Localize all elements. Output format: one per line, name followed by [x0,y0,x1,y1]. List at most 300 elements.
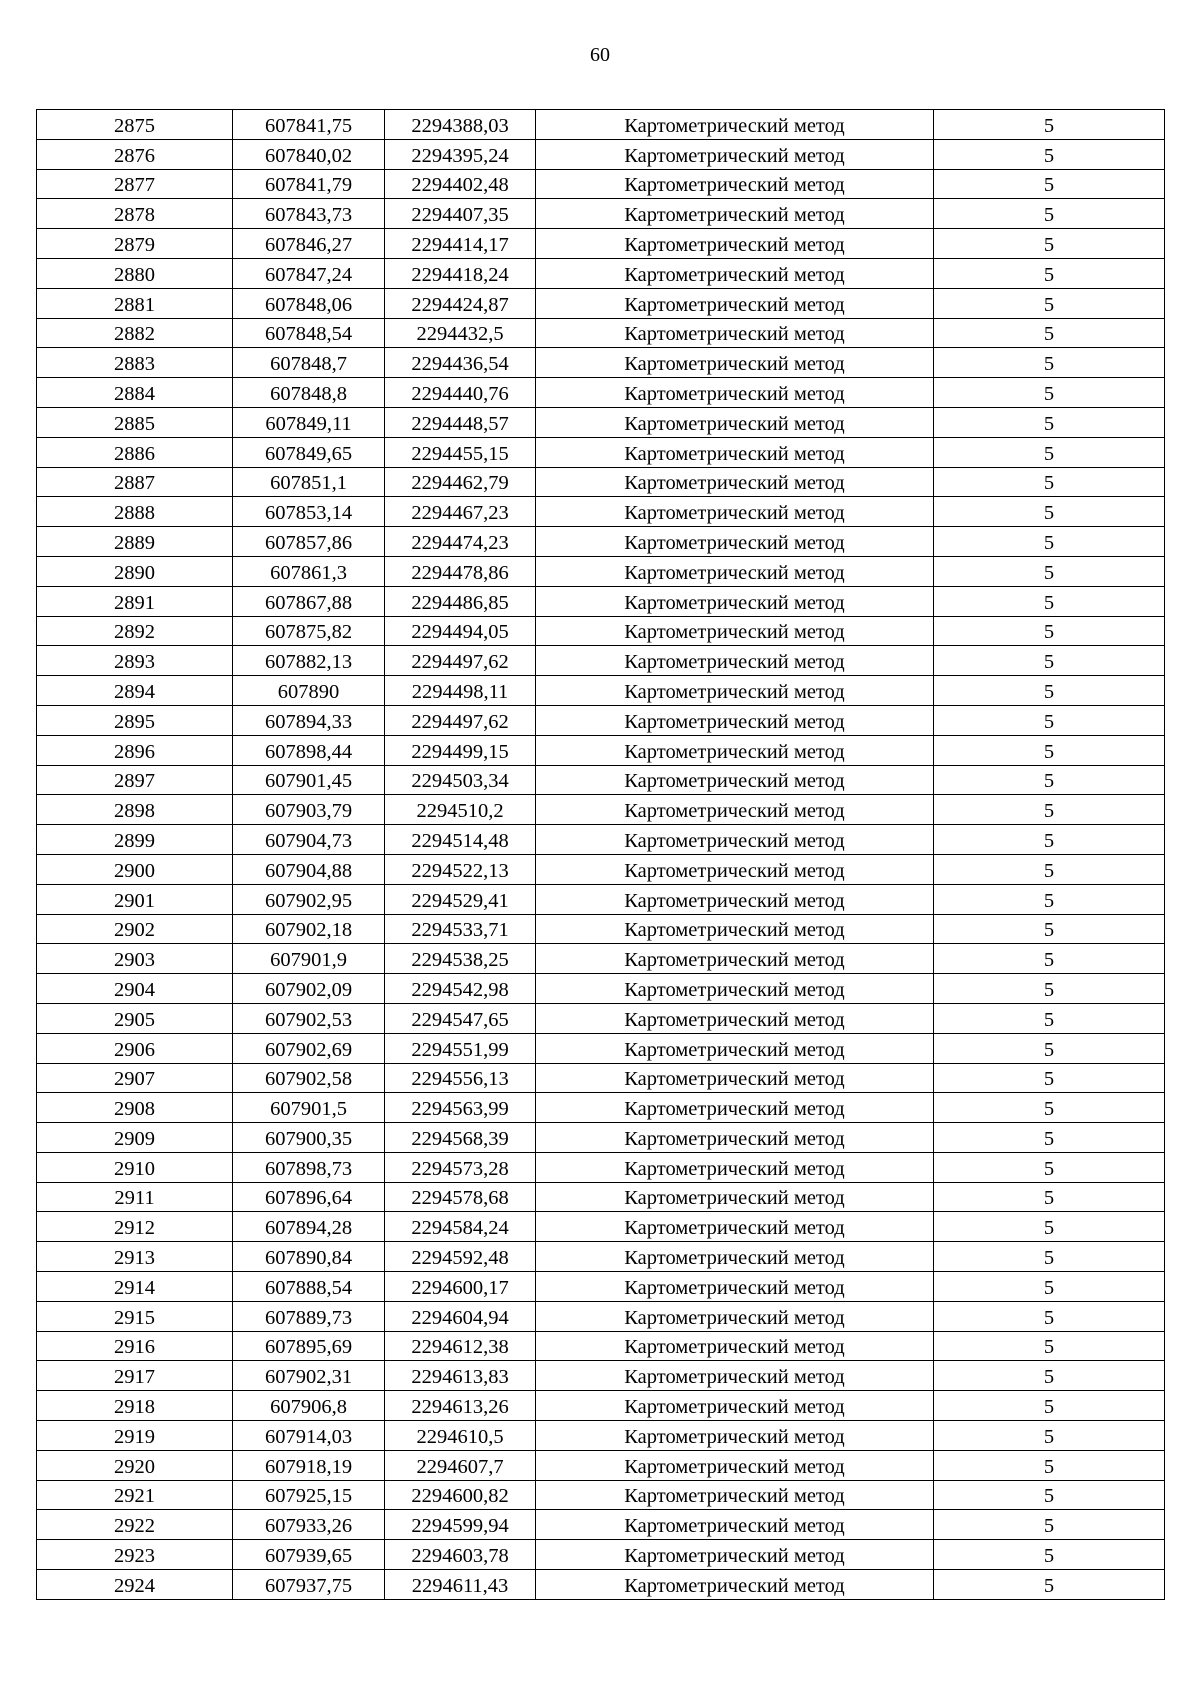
table-row [37,556,1165,586]
x-coordinate-cell: 607906,8 [233,1391,385,1421]
accuracy-cell: 5 [934,229,1165,259]
method-cell: Картометрический метод [536,765,934,795]
x-coordinate-cell: 607888,54 [233,1272,385,1302]
x-coordinate-cell: 607843,73 [233,199,385,229]
y-coordinate-cell: 2294578,68 [385,1182,536,1212]
point-number-cell: 2891 [37,586,233,616]
accuracy-cell: 5 [934,258,1165,288]
y-coordinate-cell: 2294462,79 [385,467,536,497]
accuracy-cell: 5 [934,288,1165,318]
x-coordinate-cell: 607846,27 [233,229,385,259]
table-row [37,199,1165,229]
x-coordinate-cell: 607894,33 [233,705,385,735]
accuracy-cell: 5 [934,1480,1165,1510]
point-number-cell: 2894 [37,676,233,706]
point-number-cell: 2876 [37,139,233,169]
accuracy-cell: 5 [934,1003,1165,1033]
table-row [37,1212,1165,1242]
method-cell: Картометрический метод [536,1391,934,1421]
y-coordinate-cell: 2294497,62 [385,705,536,735]
method-cell: Картометрический метод [536,1033,934,1063]
table-row [37,407,1165,437]
table-row [37,1063,1165,1093]
table-row [37,1331,1165,1361]
point-number-cell: 2924 [37,1570,233,1600]
method-cell: Картометрический метод [536,169,934,199]
accuracy-cell: 5 [934,974,1165,1004]
y-coordinate-cell: 2294448,57 [385,407,536,437]
point-number-cell: 2917 [37,1361,233,1391]
table-row [37,169,1165,199]
y-coordinate-cell: 2294395,24 [385,139,536,169]
method-cell: Картометрический метод [536,1003,934,1033]
y-coordinate-cell: 2294436,54 [385,348,536,378]
accuracy-cell: 5 [934,944,1165,974]
table-row [37,1540,1165,1570]
method-cell: Картометрический метод [536,1063,934,1093]
method-cell: Картометрический метод [536,467,934,497]
accuracy-cell: 5 [934,1152,1165,1182]
method-cell: Картометрический метод [536,974,934,1004]
accuracy-cell: 5 [934,1301,1165,1331]
accuracy-cell: 5 [934,735,1165,765]
x-coordinate-cell: 607848,7 [233,348,385,378]
method-cell: Картометрический метод [536,1510,934,1540]
method-cell: Картометрический метод [536,616,934,646]
point-number-cell: 2902 [37,914,233,944]
y-coordinate-cell: 2294600,17 [385,1272,536,1302]
table-row [37,1301,1165,1331]
table-row [37,1510,1165,1540]
accuracy-cell: 5 [934,616,1165,646]
accuracy-cell: 5 [934,1093,1165,1123]
table-row [37,884,1165,914]
x-coordinate-cell: 607849,11 [233,407,385,437]
table-row [37,854,1165,884]
point-number-cell: 2892 [37,616,233,646]
x-coordinate-cell: 607904,73 [233,825,385,855]
method-cell: Картометрический метод [536,110,934,140]
table-row [37,586,1165,616]
accuracy-cell: 5 [934,586,1165,616]
table-row [37,1182,1165,1212]
accuracy-cell: 5 [934,825,1165,855]
table-row [37,288,1165,318]
method-cell: Картометрический метод [536,378,934,408]
method-cell: Картометрический метод [536,705,934,735]
x-coordinate-cell: 607901,45 [233,765,385,795]
point-number-cell: 2878 [37,199,233,229]
table-row [37,318,1165,348]
method-cell: Картометрический метод [536,1212,934,1242]
x-coordinate-cell: 607902,58 [233,1063,385,1093]
point-number-cell: 2881 [37,288,233,318]
accuracy-cell: 5 [934,497,1165,527]
point-number-cell: 2910 [37,1152,233,1182]
method-cell: Картометрический метод [536,795,934,825]
x-coordinate-cell: 607895,69 [233,1331,385,1361]
point-number-cell: 2912 [37,1212,233,1242]
y-coordinate-cell: 2294467,23 [385,497,536,527]
table-row [37,795,1165,825]
accuracy-cell: 5 [934,169,1165,199]
table-row [37,467,1165,497]
accuracy-cell: 5 [934,1242,1165,1272]
x-coordinate-cell: 607889,73 [233,1301,385,1331]
method-cell: Картометрический метод [536,884,934,914]
accuracy-cell: 5 [934,795,1165,825]
accuracy-cell: 5 [934,1272,1165,1302]
x-coordinate-cell: 607901,9 [233,944,385,974]
x-coordinate-cell: 607849,65 [233,437,385,467]
x-coordinate-cell: 607840,02 [233,139,385,169]
y-coordinate-cell: 2294592,48 [385,1242,536,1272]
accuracy-cell: 5 [934,527,1165,557]
method-cell: Картометрический метод [536,1570,934,1600]
method-cell: Картометрический метод [536,1361,934,1391]
y-coordinate-cell: 2294407,35 [385,199,536,229]
y-coordinate-cell: 2294486,85 [385,586,536,616]
y-coordinate-cell: 2294584,24 [385,1212,536,1242]
point-number-cell: 2897 [37,765,233,795]
method-cell: Картометрический метод [536,1123,934,1153]
table-row [37,1361,1165,1391]
method-cell: Картометрический метод [536,318,934,348]
x-coordinate-cell: 607898,44 [233,735,385,765]
point-number-cell: 2883 [37,348,233,378]
y-coordinate-cell: 2294612,38 [385,1331,536,1361]
table-row [37,974,1165,1004]
method-cell: Картометрический метод [536,288,934,318]
x-coordinate-cell: 607902,53 [233,1003,385,1033]
y-coordinate-cell: 2294522,13 [385,854,536,884]
x-coordinate-cell: 607904,88 [233,854,385,884]
accuracy-cell: 5 [934,1421,1165,1451]
x-coordinate-cell: 607851,1 [233,467,385,497]
y-coordinate-cell: 2294613,83 [385,1361,536,1391]
point-number-cell: 2906 [37,1033,233,1063]
point-number-cell: 2875 [37,110,233,140]
point-number-cell: 2922 [37,1510,233,1540]
method-cell: Картометрический метод [536,914,934,944]
accuracy-cell: 5 [934,676,1165,706]
point-number-cell: 2911 [37,1182,233,1212]
x-coordinate-cell: 607925,15 [233,1480,385,1510]
table-row [37,348,1165,378]
table-row [37,497,1165,527]
y-coordinate-cell: 2294497,62 [385,646,536,676]
y-coordinate-cell: 2294510,2 [385,795,536,825]
accuracy-cell: 5 [934,1391,1165,1421]
accuracy-cell: 5 [934,1510,1165,1540]
y-coordinate-cell: 2294414,17 [385,229,536,259]
table-row [37,705,1165,735]
point-number-cell: 2913 [37,1242,233,1272]
y-coordinate-cell: 2294498,11 [385,676,536,706]
table-row [37,765,1165,795]
accuracy-cell: 5 [934,378,1165,408]
x-coordinate-cell: 607902,18 [233,914,385,944]
point-number-cell: 2900 [37,854,233,884]
y-coordinate-cell: 2294603,78 [385,1540,536,1570]
x-coordinate-cell: 607882,13 [233,646,385,676]
accuracy-cell: 5 [934,1570,1165,1600]
method-cell: Картометрический метод [536,497,934,527]
table-row [37,258,1165,288]
point-number-cell: 2908 [37,1093,233,1123]
method-cell: Картометрический метод [536,407,934,437]
point-number-cell: 2885 [37,407,233,437]
method-cell: Картометрический метод [536,1331,934,1361]
y-coordinate-cell: 2294573,28 [385,1152,536,1182]
page-number: 60 [590,44,610,66]
method-cell: Картометрический метод [536,258,934,288]
x-coordinate-cell: 607902,95 [233,884,385,914]
accuracy-cell: 5 [934,467,1165,497]
accuracy-cell: 5 [934,705,1165,735]
accuracy-cell: 5 [934,1361,1165,1391]
method-cell: Картометрический метод [536,437,934,467]
table-row [37,378,1165,408]
table-row [37,1123,1165,1153]
y-coordinate-cell: 2294610,5 [385,1421,536,1451]
accuracy-cell: 5 [934,1033,1165,1063]
method-cell: Картометрический метод [536,854,934,884]
x-coordinate-cell: 607902,69 [233,1033,385,1063]
point-number-cell: 2889 [37,527,233,557]
method-cell: Картометрический метод [536,139,934,169]
accuracy-cell: 5 [934,407,1165,437]
table-row [37,229,1165,259]
x-coordinate-cell: 607900,35 [233,1123,385,1153]
table-row [37,914,1165,944]
table-row [37,944,1165,974]
table-row [37,1570,1165,1600]
method-cell: Картометрический метод [536,556,934,586]
accuracy-cell: 5 [934,765,1165,795]
y-coordinate-cell: 2294455,15 [385,437,536,467]
point-number-cell: 2893 [37,646,233,676]
method-cell: Картометрический метод [536,229,934,259]
point-number-cell: 2909 [37,1123,233,1153]
table-row [37,735,1165,765]
method-cell: Картометрический метод [536,199,934,229]
accuracy-cell: 5 [934,1063,1165,1093]
y-coordinate-cell: 2294432,5 [385,318,536,348]
point-number-cell: 2879 [37,229,233,259]
x-coordinate-cell: 607890,84 [233,1242,385,1272]
x-coordinate-cell: 607894,28 [233,1212,385,1242]
point-number-cell: 2896 [37,735,233,765]
x-coordinate-cell: 607914,03 [233,1421,385,1451]
point-number-cell: 2895 [37,705,233,735]
point-number-cell: 2880 [37,258,233,288]
point-number-cell: 2898 [37,795,233,825]
y-coordinate-cell: 2294538,25 [385,944,536,974]
y-coordinate-cell: 2294600,82 [385,1480,536,1510]
x-coordinate-cell: 607848,8 [233,378,385,408]
table-row [37,1093,1165,1123]
y-coordinate-cell: 2294604,94 [385,1301,536,1331]
accuracy-cell: 5 [934,110,1165,140]
y-coordinate-cell: 2294547,65 [385,1003,536,1033]
accuracy-cell: 5 [934,139,1165,169]
x-coordinate-cell: 607861,3 [233,556,385,586]
accuracy-cell: 5 [934,348,1165,378]
x-coordinate-cell: 607902,31 [233,1361,385,1391]
method-cell: Картометрический метод [536,527,934,557]
point-number-cell: 2918 [37,1391,233,1421]
y-coordinate-cell: 2294568,39 [385,1123,536,1153]
accuracy-cell: 5 [934,1540,1165,1570]
method-cell: Картометрический метод [536,1301,934,1331]
point-number-cell: 2919 [37,1421,233,1451]
y-coordinate-cell: 2294529,41 [385,884,536,914]
x-coordinate-cell: 607918,19 [233,1450,385,1480]
accuracy-cell: 5 [934,1212,1165,1242]
x-coordinate-cell: 607848,54 [233,318,385,348]
x-coordinate-cell: 607896,64 [233,1182,385,1212]
y-coordinate-cell: 2294494,05 [385,616,536,646]
x-coordinate-cell: 607848,06 [233,288,385,318]
accuracy-cell: 5 [934,1123,1165,1153]
accuracy-cell: 5 [934,646,1165,676]
y-coordinate-cell: 2294388,03 [385,110,536,140]
point-number-cell: 2923 [37,1540,233,1570]
y-coordinate-cell: 2294440,76 [385,378,536,408]
coordinates-table-body [37,110,1165,1600]
point-number-cell: 2888 [37,497,233,527]
accuracy-cell: 5 [934,199,1165,229]
y-coordinate-cell: 2294542,98 [385,974,536,1004]
point-number-cell: 2907 [37,1063,233,1093]
point-number-cell: 2915 [37,1301,233,1331]
x-coordinate-cell: 607867,88 [233,586,385,616]
table-row [37,1272,1165,1302]
point-number-cell: 2905 [37,1003,233,1033]
method-cell: Картометрический метод [536,586,934,616]
x-coordinate-cell: 607901,5 [233,1093,385,1123]
y-coordinate-cell: 2294514,48 [385,825,536,855]
x-coordinate-cell: 607847,24 [233,258,385,288]
table-row [37,1391,1165,1421]
y-coordinate-cell: 2294613,26 [385,1391,536,1421]
table-row [37,1152,1165,1182]
method-cell: Картометрический метод [536,676,934,706]
point-number-cell: 2920 [37,1450,233,1480]
y-coordinate-cell: 2294607,7 [385,1450,536,1480]
point-number-cell: 2916 [37,1331,233,1361]
y-coordinate-cell: 2294611,43 [385,1570,536,1600]
table-row [37,646,1165,676]
table-row [37,825,1165,855]
method-cell: Картометрический метод [536,1450,934,1480]
table-row [37,676,1165,706]
point-number-cell: 2921 [37,1480,233,1510]
point-number-cell: 2914 [37,1272,233,1302]
y-coordinate-cell: 2294556,13 [385,1063,536,1093]
method-cell: Картометрический метод [536,1093,934,1123]
accuracy-cell: 5 [934,854,1165,884]
x-coordinate-cell: 607853,14 [233,497,385,527]
method-cell: Картометрический метод [536,646,934,676]
y-coordinate-cell: 2294563,99 [385,1093,536,1123]
accuracy-cell: 5 [934,318,1165,348]
accuracy-cell: 5 [934,884,1165,914]
x-coordinate-cell: 607841,75 [233,110,385,140]
method-cell: Картометрический метод [536,1480,934,1510]
coordinates-table [36,109,1165,1600]
y-coordinate-cell: 2294424,87 [385,288,536,318]
table-row [37,139,1165,169]
accuracy-cell: 5 [934,1331,1165,1361]
table-row [37,1033,1165,1063]
accuracy-cell: 5 [934,437,1165,467]
x-coordinate-cell: 607933,26 [233,1510,385,1540]
table-row [37,1242,1165,1272]
method-cell: Картометрический метод [536,348,934,378]
y-coordinate-cell: 2294418,24 [385,258,536,288]
point-number-cell: 2903 [37,944,233,974]
point-number-cell: 2904 [37,974,233,1004]
method-cell: Картометрический метод [536,1421,934,1451]
table-row [37,110,1165,140]
table-row [37,1421,1165,1451]
x-coordinate-cell: 607841,79 [233,169,385,199]
x-coordinate-cell: 607939,65 [233,1540,385,1570]
accuracy-cell: 5 [934,1182,1165,1212]
x-coordinate-cell: 607902,09 [233,974,385,1004]
table-row [37,616,1165,646]
method-cell: Картометрический метод [536,825,934,855]
method-cell: Картометрический метод [536,735,934,765]
point-number-cell: 2884 [37,378,233,408]
y-coordinate-cell: 2294474,23 [385,527,536,557]
method-cell: Картометрический метод [536,1152,934,1182]
x-coordinate-cell: 607937,75 [233,1570,385,1600]
point-number-cell: 2887 [37,467,233,497]
method-cell: Картометрический метод [536,944,934,974]
method-cell: Картометрический метод [536,1272,934,1302]
accuracy-cell: 5 [934,556,1165,586]
y-coordinate-cell: 2294599,94 [385,1510,536,1540]
table-row [37,1003,1165,1033]
point-number-cell: 2877 [37,169,233,199]
point-number-cell: 2901 [37,884,233,914]
point-number-cell: 2899 [37,825,233,855]
x-coordinate-cell: 607857,86 [233,527,385,557]
y-coordinate-cell: 2294503,34 [385,765,536,795]
point-number-cell: 2890 [37,556,233,586]
point-number-cell: 2886 [37,437,233,467]
y-coordinate-cell: 2294402,48 [385,169,536,199]
accuracy-cell: 5 [934,1450,1165,1480]
x-coordinate-cell: 607898,73 [233,1152,385,1182]
method-cell: Картометрический метод [536,1242,934,1272]
y-coordinate-cell: 2294533,71 [385,914,536,944]
x-coordinate-cell: 607903,79 [233,795,385,825]
table-row [37,1480,1165,1510]
method-cell: Картометрический метод [536,1182,934,1212]
table-row [37,527,1165,557]
x-coordinate-cell: 607890 [233,676,385,706]
y-coordinate-cell: 2294478,86 [385,556,536,586]
y-coordinate-cell: 2294551,99 [385,1033,536,1063]
y-coordinate-cell: 2294499,15 [385,735,536,765]
accuracy-cell: 5 [934,914,1165,944]
x-coordinate-cell: 607875,82 [233,616,385,646]
table-row [37,1450,1165,1480]
